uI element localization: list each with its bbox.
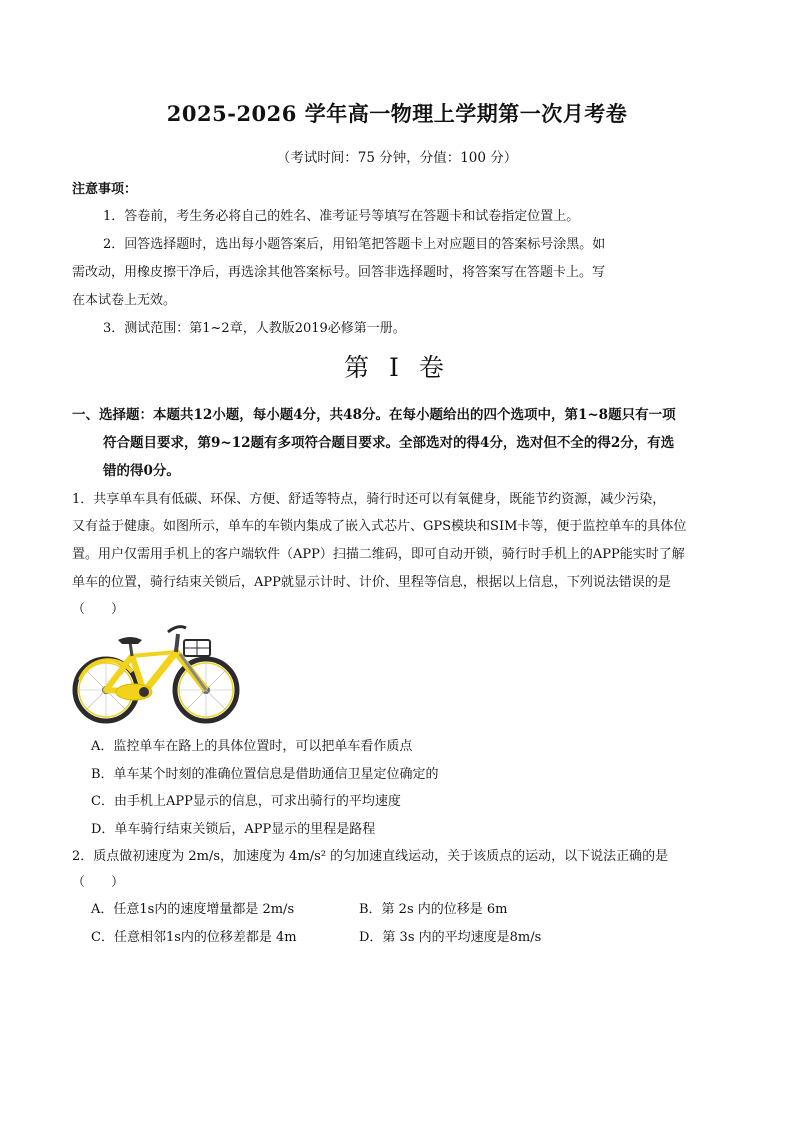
section-1-line-1: 一、选择题：本题共12小题，每小题4分，共48分。在每小题给出的四个选项中，第1~8题只有一项 — [72, 407, 676, 423]
q1-answer-bracket: （ ） — [72, 602, 125, 617]
notice-item-2-line-1: 2．回答选择题时，选出每小题答案后，用铅笔把答题卡上对应题目的答案标号涂黑。如 — [103, 237, 606, 252]
notice-item-1: 1．答卷前，考生务必将自己的姓名、准考证号等填写在答题卡和试卷指定位置上。 — [103, 209, 580, 224]
section-1-line-3: 错的得0分。 — [103, 463, 180, 479]
q1-stem-line-3: 置。用户仅需用手机上的客户端软件（APP）扫描二维码，即可自动开锁，骑行时手机上的APP能实时了解 — [72, 547, 685, 562]
q1-stem-line-2: 又有益于健康。如图所示，单车的车锁内集成了嵌入式芯片、GPS模块和SIM卡等，便于监控单车的具体位 — [72, 519, 687, 534]
notice-item-2-line-2: 需改动，用橡皮擦干净后，再选涂其他答案标号。回答非选择题时，将答案写在答题卡上。写 — [72, 265, 606, 280]
notice-heading: 注意事项： — [72, 182, 138, 197]
shared-bicycle-image — [72, 622, 240, 726]
q1-option-c: C．由手机上APP显示的信息，可求出骑行的平均速度 — [91, 794, 401, 809]
q1-option-d: D．单车骑行结束关锁后，APP显示的里程是路程 — [91, 822, 376, 837]
q1-stem-line-1: 1．共享单车具有低碳、环保、方便、舒适等特点，骑行时还可以有氧健身，既能节约资源，减少污染， — [72, 492, 666, 507]
q2-stem-line-1: 2．质点做初速度为 2m/s，加速度为 4m/s² 的匀加速直线运动，关于该质点的运动，以下说法正确的是 — [72, 849, 669, 864]
q1-stem-line-4: 单车的位置，骑行结束关锁后，APP就显示计时、计价、里程等信息，根据以上信息，下列说法错误的是 — [72, 575, 671, 590]
volume-heading: 第 I 卷 — [344, 353, 450, 382]
q2-option-d: D．第 3s 内的平均速度是8m/s — [359, 930, 542, 945]
notice-item-3: 3．测试范围：第1~2章，人教版2019必修第一册。 — [103, 321, 406, 336]
notice-item-2-line-3: 在本试卷上无效。 — [72, 293, 177, 308]
q2-option-b: B．第 2s 内的位移是 6m — [359, 902, 508, 917]
q2-option-a: A．任意1s内的速度增量都是 2m/s — [91, 902, 295, 917]
section-1-line-2: 符合题目要求，第9~12题有多项符合题目要求。全部选对的得4分，选对但不全的得2分，有选 — [103, 435, 675, 451]
q1-option-b: B．单车某个时刻的准确位置信息是借助通信卫星定位确定的 — [91, 767, 439, 782]
q2-option-c: C．任意相邻1s内的位移差都是 4m — [91, 930, 297, 945]
exam-info: （考试时间：75 分钟，分值：100 分） — [276, 150, 518, 166]
q2-answer-bracket: （ ） — [72, 875, 125, 890]
q1-option-a: A．监控单车在路上的具体位置时，可以把单车看作质点 — [91, 739, 413, 754]
page-title: 2025-2026 学年高一物理上学期第一次月考卷 — [166, 101, 628, 126]
